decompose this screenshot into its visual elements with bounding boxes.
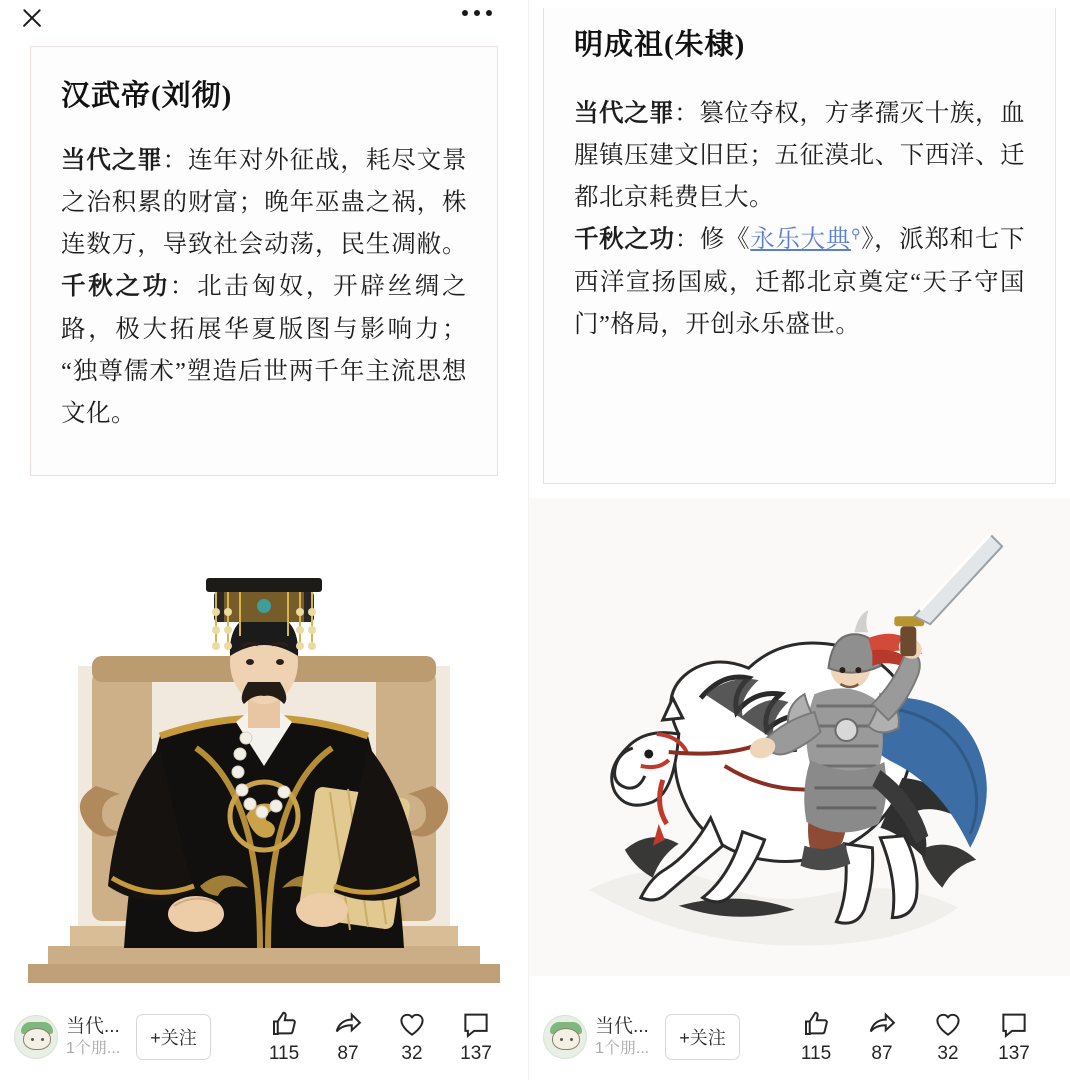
- post-pane-right: [528, 0, 1070, 1080]
- left-topbar: [0, 0, 528, 44]
- share-arrow-icon: [333, 1009, 363, 1039]
- search-icon[interactable]: ⚲: [850, 226, 862, 242]
- comment-action[interactable]: [454, 1009, 498, 1065]
- share-arrow-icon: [867, 1009, 897, 1039]
- post-pane-left: [0, 0, 528, 1080]
- right-topbar: [529, 0, 1070, 8]
- crime-text-right: 篡位夺权，方孝孺灭十族，血腥镇压建文旧臣；五征漠北、下西洋、迁都北京耗费巨大。: [574, 100, 1026, 212]
- more-options-icon[interactable]: [462, 10, 492, 16]
- favorite-count: 32: [401, 1043, 423, 1064]
- author-info[interactable]: [66, 1015, 120, 1059]
- crime-sep-right: ：: [674, 100, 700, 127]
- action-group: [262, 1009, 516, 1065]
- merit-sep-right: ：: [674, 226, 700, 254]
- merit-text-post: 》，派郑和七下西洋宣扬国威，迁都北京奠定“天子守国门”格局，开创永乐盛世。: [574, 226, 1026, 338]
- author-info[interactable]: [595, 1015, 649, 1059]
- crime-label: 当代之罪: [61, 147, 163, 174]
- author-name: 当代...: [595, 1016, 649, 1038]
- post-action-bar-right: [529, 994, 1070, 1080]
- author-name: 当代...: [66, 1016, 120, 1038]
- article-body-right: [574, 93, 1025, 346]
- merit-label: 千秋之功: [61, 273, 170, 301]
- author-avatar[interactable]: [14, 1015, 58, 1059]
- share-action[interactable]: [860, 1009, 904, 1065]
- like-action[interactable]: [262, 1009, 306, 1065]
- author-friends: 1个朋...: [595, 1039, 650, 1057]
- heart-icon: [933, 1009, 963, 1039]
- share-count: 87: [871, 1043, 893, 1064]
- author-friends: 1个朋...: [66, 1039, 121, 1057]
- thumbs-up-icon: [269, 1009, 299, 1039]
- favorite-count: 32: [937, 1043, 959, 1064]
- thumbs-up-icon: [801, 1009, 831, 1039]
- share-count: 87: [337, 1043, 359, 1064]
- merit-text-pre: 修《: [699, 226, 751, 254]
- favorite-action[interactable]: [390, 1009, 434, 1065]
- crime-text: 连年对外征战，耗尽文景之治积累的财富；晚年巫蛊之祸，株连数万，导致社会动荡，民生凋敝。: [61, 147, 468, 259]
- page-title: 汉武帝(刘彻): [61, 80, 233, 112]
- close-icon[interactable]: [18, 4, 46, 32]
- comment-count: 137: [998, 1043, 1030, 1064]
- like-count: 115: [800, 1043, 832, 1064]
- merit-label-right: 千秋之功: [574, 226, 675, 254]
- article-text-card: [30, 46, 498, 476]
- article-text-card-right: [543, 8, 1056, 484]
- post-action-bar: [0, 994, 528, 1080]
- author-avatar[interactable]: [543, 1015, 587, 1059]
- article-body: [61, 140, 467, 435]
- merit-text: 北击匈奴，开辟丝绸之路，极大拓展华夏版图与影响力；“独尊儒术”塑造后世两千年主流思想文化。: [61, 273, 468, 427]
- comment-action[interactable]: [992, 1009, 1036, 1065]
- comment-count: 137: [460, 1043, 492, 1064]
- merit-sep: ：: [169, 273, 198, 301]
- page-title-right: 明成祖(朱棣): [574, 29, 746, 61]
- favorite-action[interactable]: [926, 1009, 970, 1065]
- follow-button[interactable]: +关注: [665, 1014, 740, 1060]
- ming-chengzu-warrior-on-horse-illustration: [529, 498, 1070, 976]
- heart-icon: [397, 1009, 427, 1039]
- crime-sep: ：: [162, 147, 189, 174]
- crime-label-right: 当代之罪: [574, 100, 675, 127]
- action-group: [794, 1009, 1058, 1065]
- share-action[interactable]: [326, 1009, 370, 1065]
- comment-icon: [999, 1009, 1029, 1039]
- comment-icon: [461, 1009, 491, 1039]
- like-count: 115: [268, 1043, 300, 1064]
- han-wudi-seated-emperor-illustration: [0, 486, 528, 983]
- follow-button[interactable]: +关注: [136, 1014, 211, 1060]
- like-action[interactable]: [794, 1009, 838, 1065]
- yongle-dadian-link[interactable]: 永乐大典: [750, 226, 851, 254]
